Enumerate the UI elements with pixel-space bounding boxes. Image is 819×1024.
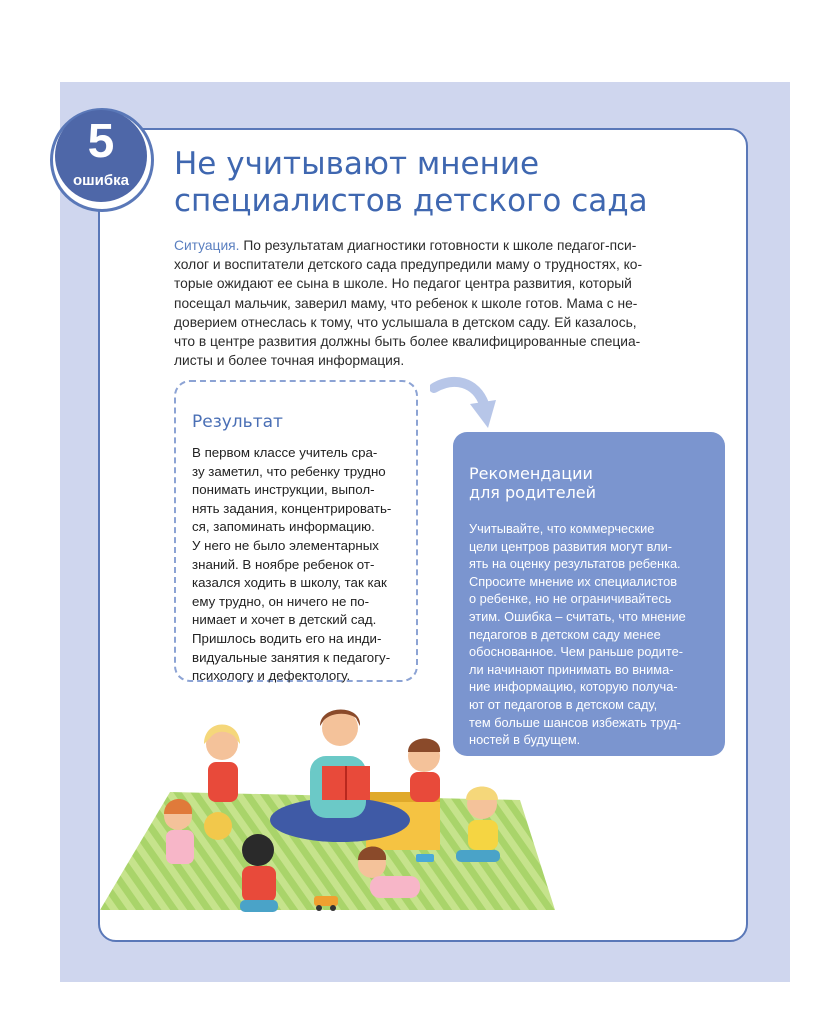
result-line: психологу и дефектологу.: [192, 668, 351, 684]
situation-line: торые ожидают ее сына в школе. Но педагог центра развития, который: [174, 276, 632, 292]
error-number-badge: [55, 110, 147, 202]
result-box: [174, 380, 418, 682]
result-line: нять задания, концентрировать-: [192, 500, 392, 516]
badge-label: ошибка: [72, 172, 129, 189]
rec-line: ностей в будущем.: [469, 732, 581, 748]
rec-line: ять на оценку результатов ребенка.: [469, 556, 681, 572]
result-line: нимает и хочет в детский сад.: [192, 612, 377, 628]
rec-line: тем больше шансов избежать труд-: [469, 714, 681, 730]
rec-line: цели центров развития могут вли-: [469, 538, 673, 554]
recommendations-title: [469, 464, 709, 502]
situation-label: Ситуация.: [174, 238, 240, 253]
result-line: понимать инструкции, выпол-: [192, 482, 375, 498]
result-line: знаний. В ноябре ребенок от-: [192, 556, 375, 572]
result-line: ему трудно, он ничего не по-: [192, 593, 370, 609]
rec-title-line: Рекомендации: [469, 464, 593, 483]
curved-arrow-icon: [430, 374, 500, 434]
rec-line: этим. Ошибка – считать, что мнение: [469, 608, 686, 624]
situation-line: Ситуация. По результатам диагностики готовности к школе педагог-пси-: [174, 238, 637, 253]
rec-line: Учитывайте, что коммерческие: [469, 521, 655, 536]
rec-title-line: для родителей: [469, 483, 597, 502]
rec-line: Спросите мнение их специалистов: [469, 573, 677, 589]
children-reading-illustration: [100, 700, 570, 940]
rec-line: о ребенке, но не ограничивайтесь: [469, 591, 672, 607]
rec-line: педагогов в детском саду менее: [469, 626, 661, 642]
page-title: [174, 146, 734, 220]
result-line: казался ходить в школу, так как: [192, 575, 387, 591]
title-line: Не учитывают мнение: [174, 146, 540, 182]
rec-line: обоснованное. Чем раньше родите-: [469, 644, 683, 660]
badge-number: 5: [87, 115, 115, 168]
situation-line: холог и воспитатели детского сада предупредили маму о трудностях, ко-: [174, 257, 643, 273]
rec-line: ли начинают принимать во внима-: [469, 661, 674, 677]
situation-line: листы и более точная информация.: [174, 353, 405, 369]
result-line: видуальные занятия к педагогу-: [192, 649, 391, 665]
situation-paragraph: [174, 236, 726, 370]
situation-line: посещал мальчик, заверил маму, что ребенок к школе готов. Мама с не-: [174, 295, 638, 311]
rec-line: ние информацию, которую получа-: [469, 679, 678, 695]
result-line: зу заметил, что ребенку трудно: [192, 463, 386, 479]
title-line: специалистов детского сада: [174, 183, 648, 219]
result-text: [192, 444, 404, 686]
result-line: Пришлось водить его на инди-: [192, 630, 382, 646]
result-line: В первом классе учитель сра-: [192, 445, 378, 460]
result-line: У него не было элементарных: [192, 537, 379, 553]
result-title: Результат: [192, 412, 283, 432]
result-line: ся, запоминать информацию.: [192, 519, 375, 535]
situation-line: что в центре развития должны быть более квалифицированные специа-: [174, 334, 641, 350]
situation-line: доверием отнеслась к тому, что услышала в детском саду. Ей казалось,: [174, 314, 637, 330]
rec-line: ют от педагогов в детском саду,: [469, 696, 658, 712]
